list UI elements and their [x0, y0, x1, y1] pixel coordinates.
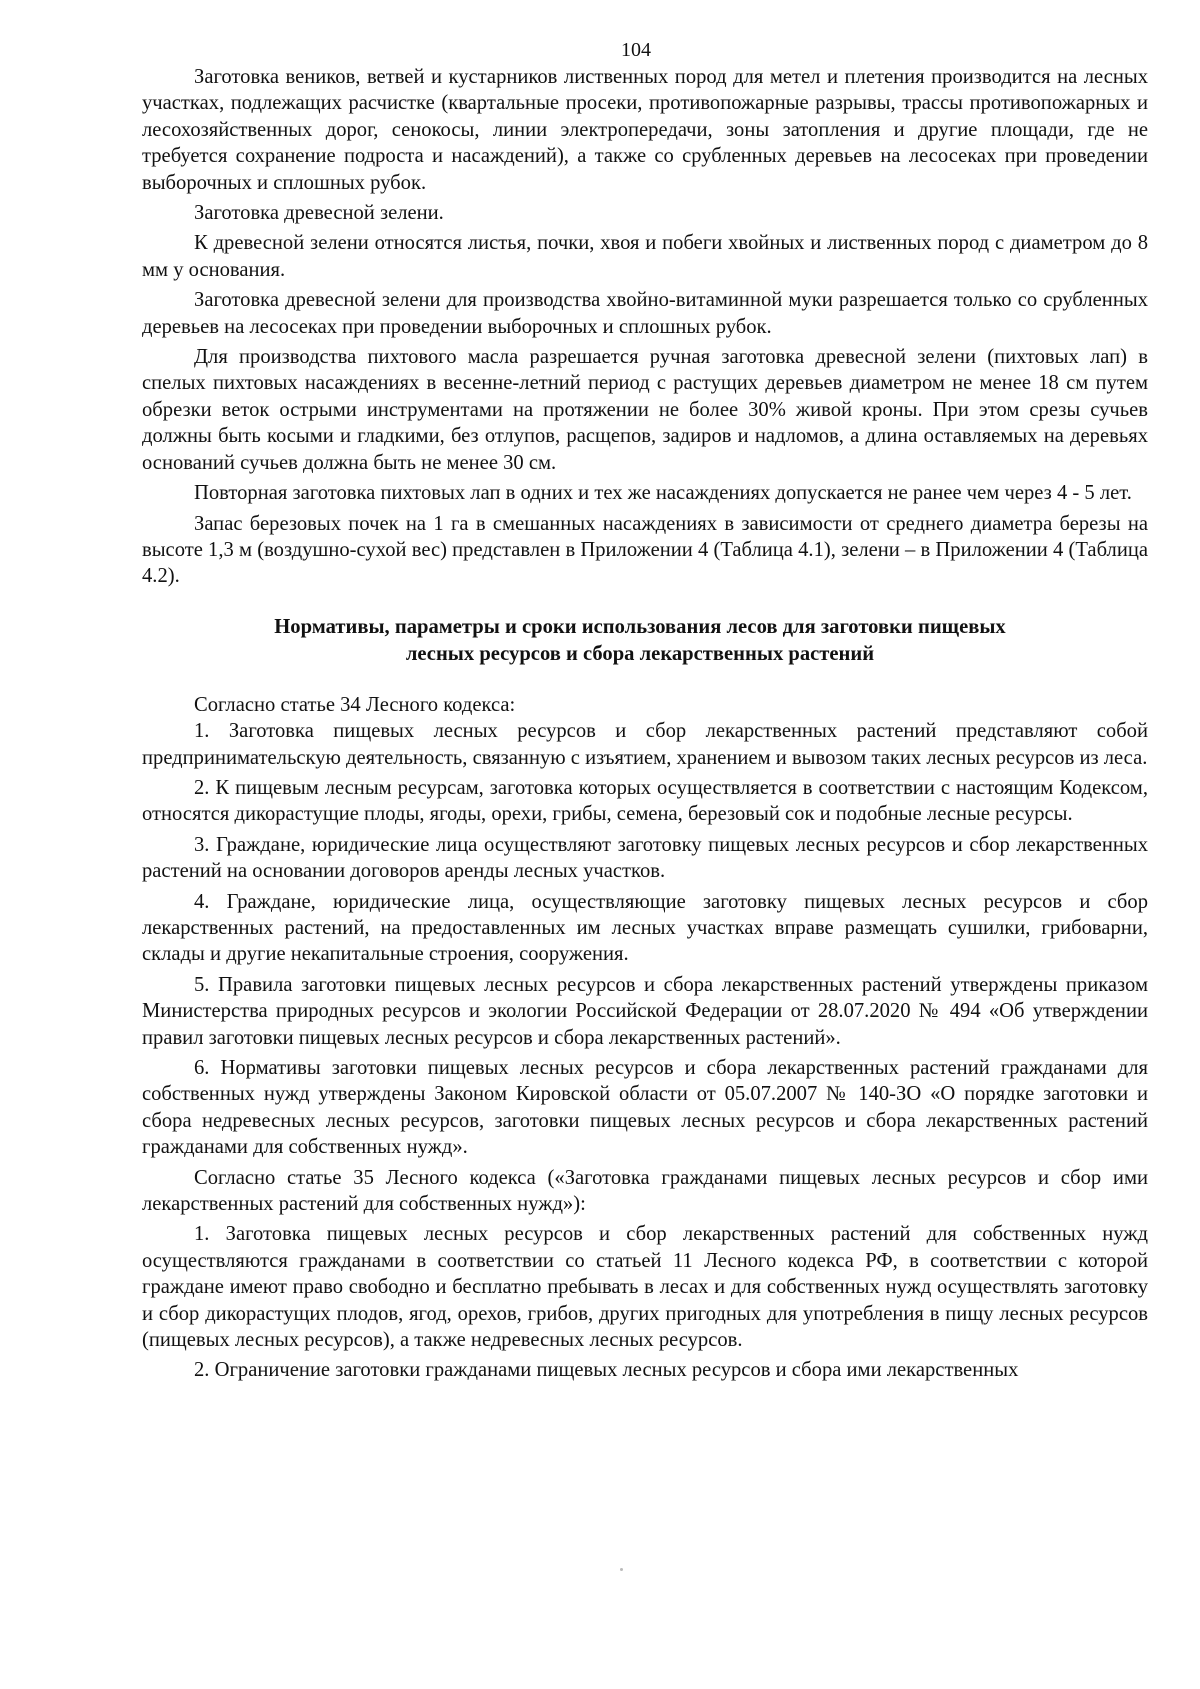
paragraph: 6. Нормативы заготовки пищевых лесных ресурсов и сбора лекарственных растений гражданами для собственных нужд утверждены Законом Кировской области от 05.07.2007 № 140-ЗО «О порядке заготовки и сбора недревесных лесных ресурсов, заготовки пищевых лесных ресурсов и сбора лекарственных растений гражданами для собственных нужд».: [142, 1057, 1148, 1159]
paragraph: 4. Граждане, юридические лица, осуществляющие заготовку пищевых лесных ресурсов и сбор лекарственных растений, на предоставленных им лесных участках вправе размещать сушилки, грибоварни, склады и другие некапитальные строения, сооружения.: [142, 890, 1148, 966]
paragraph: 1. Заготовка пищевых лесных ресурсов и сбор лекарственных растений для собственных нужд осуществляются гражданами в соответствии со статьей 11 Лесного кодекса РФ, в соответствии с которой граждане имеют право свободно и бесплатно пребывать в лесах и для собственных нужд осуществлять заготовку и сбор дикорастущих плодов, ягод, орехов, грибов, других пригодных для употребления в пищу лесных ресурсов (пищевых лесных ресурсов), а также недревесных лесных ресурсов.: [142, 1223, 1148, 1352]
paragraph: 1. Заготовка пищевых лесных ресурсов и сбор лекарственных растений представляют собой предпринимательскую деятельность, связанную с изъятием, хранением и вывозом таких лесных ресурсов из леса.: [142, 720, 1148, 769]
page-number: 104: [621, 39, 651, 61]
heading-line: лесных ресурсов и сбора лекарственных растений: [405, 642, 875, 665]
paragraph: Запас березовых почек на 1 га в смешанных насаждениях в зависимости от среднего диаметра березы на высоте 1,3 м (воздушно-сухой вес) представлен в Приложении 4 (Таблица 4.1), зелени – в Приложении 4 (Таблица 4.2).: [142, 512, 1148, 588]
paragraph: Заготовка древесной зелени.: [194, 202, 444, 225]
paragraph: 2. Ограничение заготовки гражданами пищевых лесных ресурсов и сбора ими лекарственных: [194, 1359, 1019, 1382]
paragraph: Согласно статье 35 Лесного кодекса («Заготовка гражданами пищевых лесных ресурсов и сбор ими лекарственных растений для собственных нужд»):: [142, 1166, 1148, 1216]
section-heading: [142, 614, 1148, 668]
paragraph: Повторная заготовка пихтовых лап в одних и тех же насаждениях допускается не ранее чем через 4 - 5 лет.: [194, 482, 1132, 505]
heading-line: Нормативы, параметры и сроки использования лесов для заготовки пищевых: [274, 615, 1006, 638]
paragraph: Заготовка древесной зелени для производства хвойно-витаминной муки разрешается только со срубленных деревьев на лесосеках при проведении выборочных и сплошных рубок.: [142, 289, 1148, 338]
scan-speck: [620, 1568, 623, 1571]
paragraph: 2. К пищевым лесным ресурсам, заготовка которых осуществляется в соответствии с настоящим Кодексом, относятся дикорастущие плоды, ягоды, орехи, грибы, семена, березовый сок и подобные лесные ресурсы.: [142, 776, 1148, 826]
paragraph: Согласно статье 34 Лесного кодекса:: [194, 693, 516, 716]
paragraph: Заготовка веников, ветвей и кустарников лиственных пород для метел и плетения производится на лесных участках, подлежащих расчистке (квартальные просеки, противопожарные разрывы, трассы противопожарных и лесохозяйственных дорог, сенокосы, линии электропередачи, зоны затопления и другие площади, где не требуется сохранение подроста и насаждений), а также со срубленных деревьев на лесосеках при проведении выборочных и сплошных рубок.: [142, 66, 1148, 194]
paragraph: 5. Правила заготовки пищевых лесных ресурсов и сбора лекарственных растений утверждены приказом Министерства природных ресурсов и экологии Российской Федерации от 28.07.2020 № 494 «Об утверждении правил заготовки пищевых лесных ресурсов и сбора лекарственных растений».: [142, 973, 1148, 1049]
paragraph: 3. Граждане, юридические лица осуществляют заготовку пищевых лесных ресурсов и сбор лекарственных растений на основании договоров аренды лесных участков.: [142, 833, 1148, 883]
paragraph: К древесной зелени относятся листья, почки, хвоя и побеги хвойных и лиственных пород с диаметром до 8 мм у основания.: [142, 232, 1148, 281]
paragraph: Для производства пихтового масла разрешается ручная заготовка древесной зелени (пихтовых лап) в спелых пихтовых насаждениях в весенне-летний период с растущих деревьев диаметром не менее 18 см путем обрезки веток острыми инструментами на протяжении не более 30% живой кроны. При этом срезы сучьев должны быть косыми и гладкими, без отлупов, расщепов, задиров и надломов, а длина оставляемых на деревьях оснований сучьев должна быть не менее 30 см.: [142, 346, 1148, 474]
